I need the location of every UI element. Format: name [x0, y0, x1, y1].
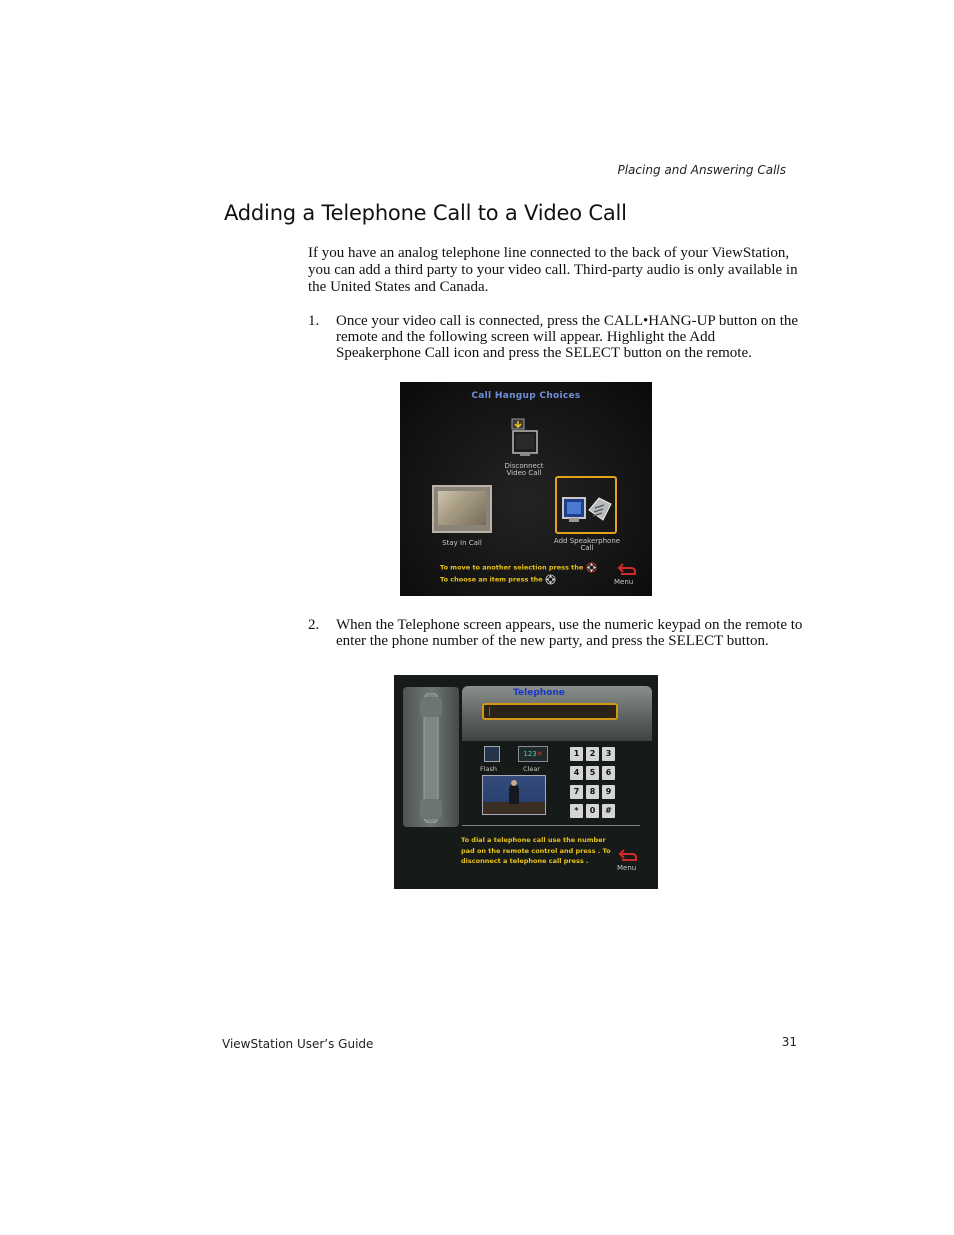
- numeric-keypad: [570, 747, 615, 818]
- keypad-key-9: 9: [602, 785, 615, 799]
- intro-paragraph: If you have an analog telephone line connected to the back of your ViewStation, you can add a third party to your video call. Third-party audio is only available in the United States and Canada.: [308, 245, 798, 295]
- select-button-icon: [545, 574, 556, 585]
- keypad-key-1: 1: [570, 747, 583, 761]
- disconnect-label: [496, 463, 552, 477]
- speakerphone-icon: [557, 478, 615, 532]
- stay-in-call-icon: [432, 485, 492, 533]
- footer-page-number: 31: [781, 1035, 797, 1049]
- keypad-key-4: 4: [570, 766, 583, 780]
- menu-return-icon: [618, 848, 638, 862]
- instruction-choose-text: To choose an item press the: [440, 575, 543, 584]
- add-speakerphone-call-option: [555, 476, 617, 534]
- instruction-move: [440, 562, 597, 573]
- instruction-move-text: To move to another selection press the: [440, 563, 584, 572]
- telephone-instruction: To dial a telephone call use the number pad on the remote control and press . To disconnect a telephone call press .: [461, 836, 611, 866]
- step-number: 1.: [308, 313, 320, 329]
- keypad-key-hash: #: [602, 804, 615, 818]
- arrow-keys-icon: [586, 562, 597, 573]
- clear-icon-digits: 123: [523, 750, 537, 758]
- step-2: [308, 617, 803, 649]
- flash-label: Flash: [480, 765, 498, 773]
- keypad-key-3: 3: [602, 747, 615, 761]
- keypad-key-5: 5: [586, 766, 599, 780]
- stay-in-call-label: Stay In Call: [442, 539, 482, 547]
- menu-label: Menu: [617, 864, 637, 872]
- telephone-screenshot: [394, 675, 658, 889]
- disconnect-label-line-1: Disconnect: [504, 462, 544, 470]
- telephone-handset-icon: [420, 693, 442, 823]
- keypad-key-6: 6: [602, 766, 615, 780]
- add-label-line-1: Add Speakerphone: [553, 537, 621, 545]
- page-title: Adding a Telephone Call to a Video Call: [224, 201, 627, 225]
- step-1: [308, 313, 803, 361]
- keypad-key-0: 0: [586, 804, 599, 818]
- footer-guide-title: ViewStation User’s Guide: [222, 1037, 374, 1051]
- video-preview: [482, 775, 546, 815]
- running-header: Placing and Answering Calls: [617, 163, 786, 177]
- menu-return-icon: [617, 562, 637, 576]
- clear-icon: 123✕: [518, 746, 548, 762]
- menu-label: Menu: [614, 578, 634, 586]
- phone-number-field[interactable]: [482, 703, 618, 720]
- clear-label: Clear: [523, 765, 540, 773]
- keypad-key-7: 7: [570, 785, 583, 799]
- keypad-key-2: 2: [586, 747, 599, 761]
- call-hangup-choices-screenshot: [400, 382, 652, 596]
- step-text: Once your video call is connected, press the CALL•HANG-UP button on the remote and the following screen will appear. Highlight the Add Speakerphone Call icon and press the SELECT button on the remote.: [336, 313, 799, 361]
- step-number: 2.: [308, 617, 320, 633]
- disconnect-video-call-icon: [510, 417, 540, 457]
- screen-title: Telephone: [513, 688, 565, 698]
- disconnect-label-line-2: Video Call: [506, 469, 542, 477]
- keypad-key-star: *: [570, 804, 583, 818]
- instruction-choose: [440, 574, 556, 585]
- screen-title: Call Hangup Choices: [471, 391, 581, 401]
- step-text: When the Telephone screen appears, use the numeric keypad on the remote to enter the phone number of the new party, and press the SELECT button.: [336, 617, 803, 649]
- telephone-divider: [462, 825, 640, 826]
- keypad-key-8: 8: [586, 785, 599, 799]
- add-speakerphone-label: [550, 538, 624, 552]
- add-label-line-2: Call: [580, 544, 594, 552]
- flash-icon: [484, 746, 500, 762]
